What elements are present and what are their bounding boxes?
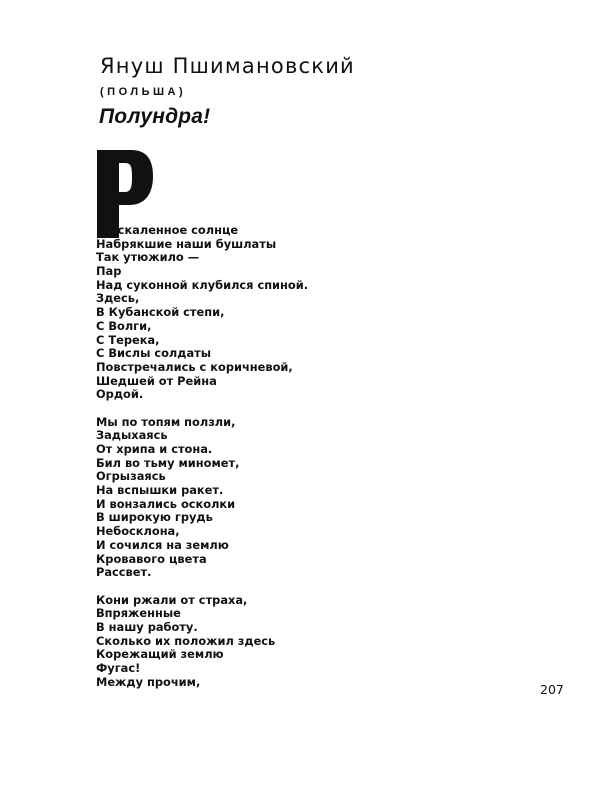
poem-line: Мы по топям ползли, — [96, 414, 236, 429]
page-number: 207 — [540, 682, 564, 697]
author-name: Януш Пшимановский — [100, 54, 355, 78]
poem-line: Рассвет. — [96, 565, 152, 580]
poem-line: Бил во тьму миномет, — [96, 455, 240, 470]
poem-line: Корежащий землю — [96, 647, 224, 662]
stanza — [96, 594, 308, 690]
poem-body — [96, 224, 308, 689]
poem-line: Кони ржали от страха, — [96, 592, 248, 607]
poem-line: Между прочим, — [96, 674, 201, 689]
stanza — [96, 224, 308, 402]
poem-title: Полундра! — [99, 105, 211, 128]
stanza-gap — [96, 402, 308, 416]
poem-line: В нашу работу. — [96, 619, 198, 634]
poem-line: Огрызаясь — [96, 469, 166, 484]
poem-line: Так утюжило — — [96, 250, 200, 265]
stanza — [96, 416, 308, 580]
poem-line: И вонзались осколки — [96, 496, 236, 511]
poem-line: На вспышки ракет. — [96, 483, 224, 498]
poem-line: В Кубанской степи, — [96, 305, 225, 320]
poem-line: Повстречались с коричневой, — [96, 359, 293, 374]
poem-line: аскаленное солнце — [110, 223, 239, 237]
poem-line: В широкую грудь — [96, 510, 213, 525]
poem-line: С Терека, — [96, 332, 160, 347]
poem-line: Шедшей от Рейна — [96, 373, 217, 388]
stanza-gap — [96, 580, 308, 594]
author-country: (ПОЛЬША) — [100, 86, 187, 98]
poem-line: Набрякшие наши бушлаты — [96, 236, 277, 251]
poem-line: С Вислы солдаты — [96, 346, 212, 361]
poem-line: С Волги, — [96, 318, 152, 333]
poem-line: Здесь, — [96, 291, 140, 306]
poem-line: От хрипа и стона. — [96, 442, 213, 456]
poem-line: Сколько их положил здесь — [96, 633, 276, 648]
poem-line: Впряженные — [96, 606, 181, 621]
poem-line: И сочился на землю — [96, 537, 229, 552]
poem-line: Кровавого цвета — [96, 551, 207, 566]
poem-line: Пар — [96, 264, 122, 279]
poem-line: Небосклона, — [96, 524, 180, 539]
poem-line: Над суконной клубился спиной. — [96, 277, 309, 292]
poem-line: Фугас! — [96, 661, 141, 675]
poem-line: Ордой. — [96, 387, 144, 402]
poem-line: Задыхаясь — [96, 428, 168, 443]
